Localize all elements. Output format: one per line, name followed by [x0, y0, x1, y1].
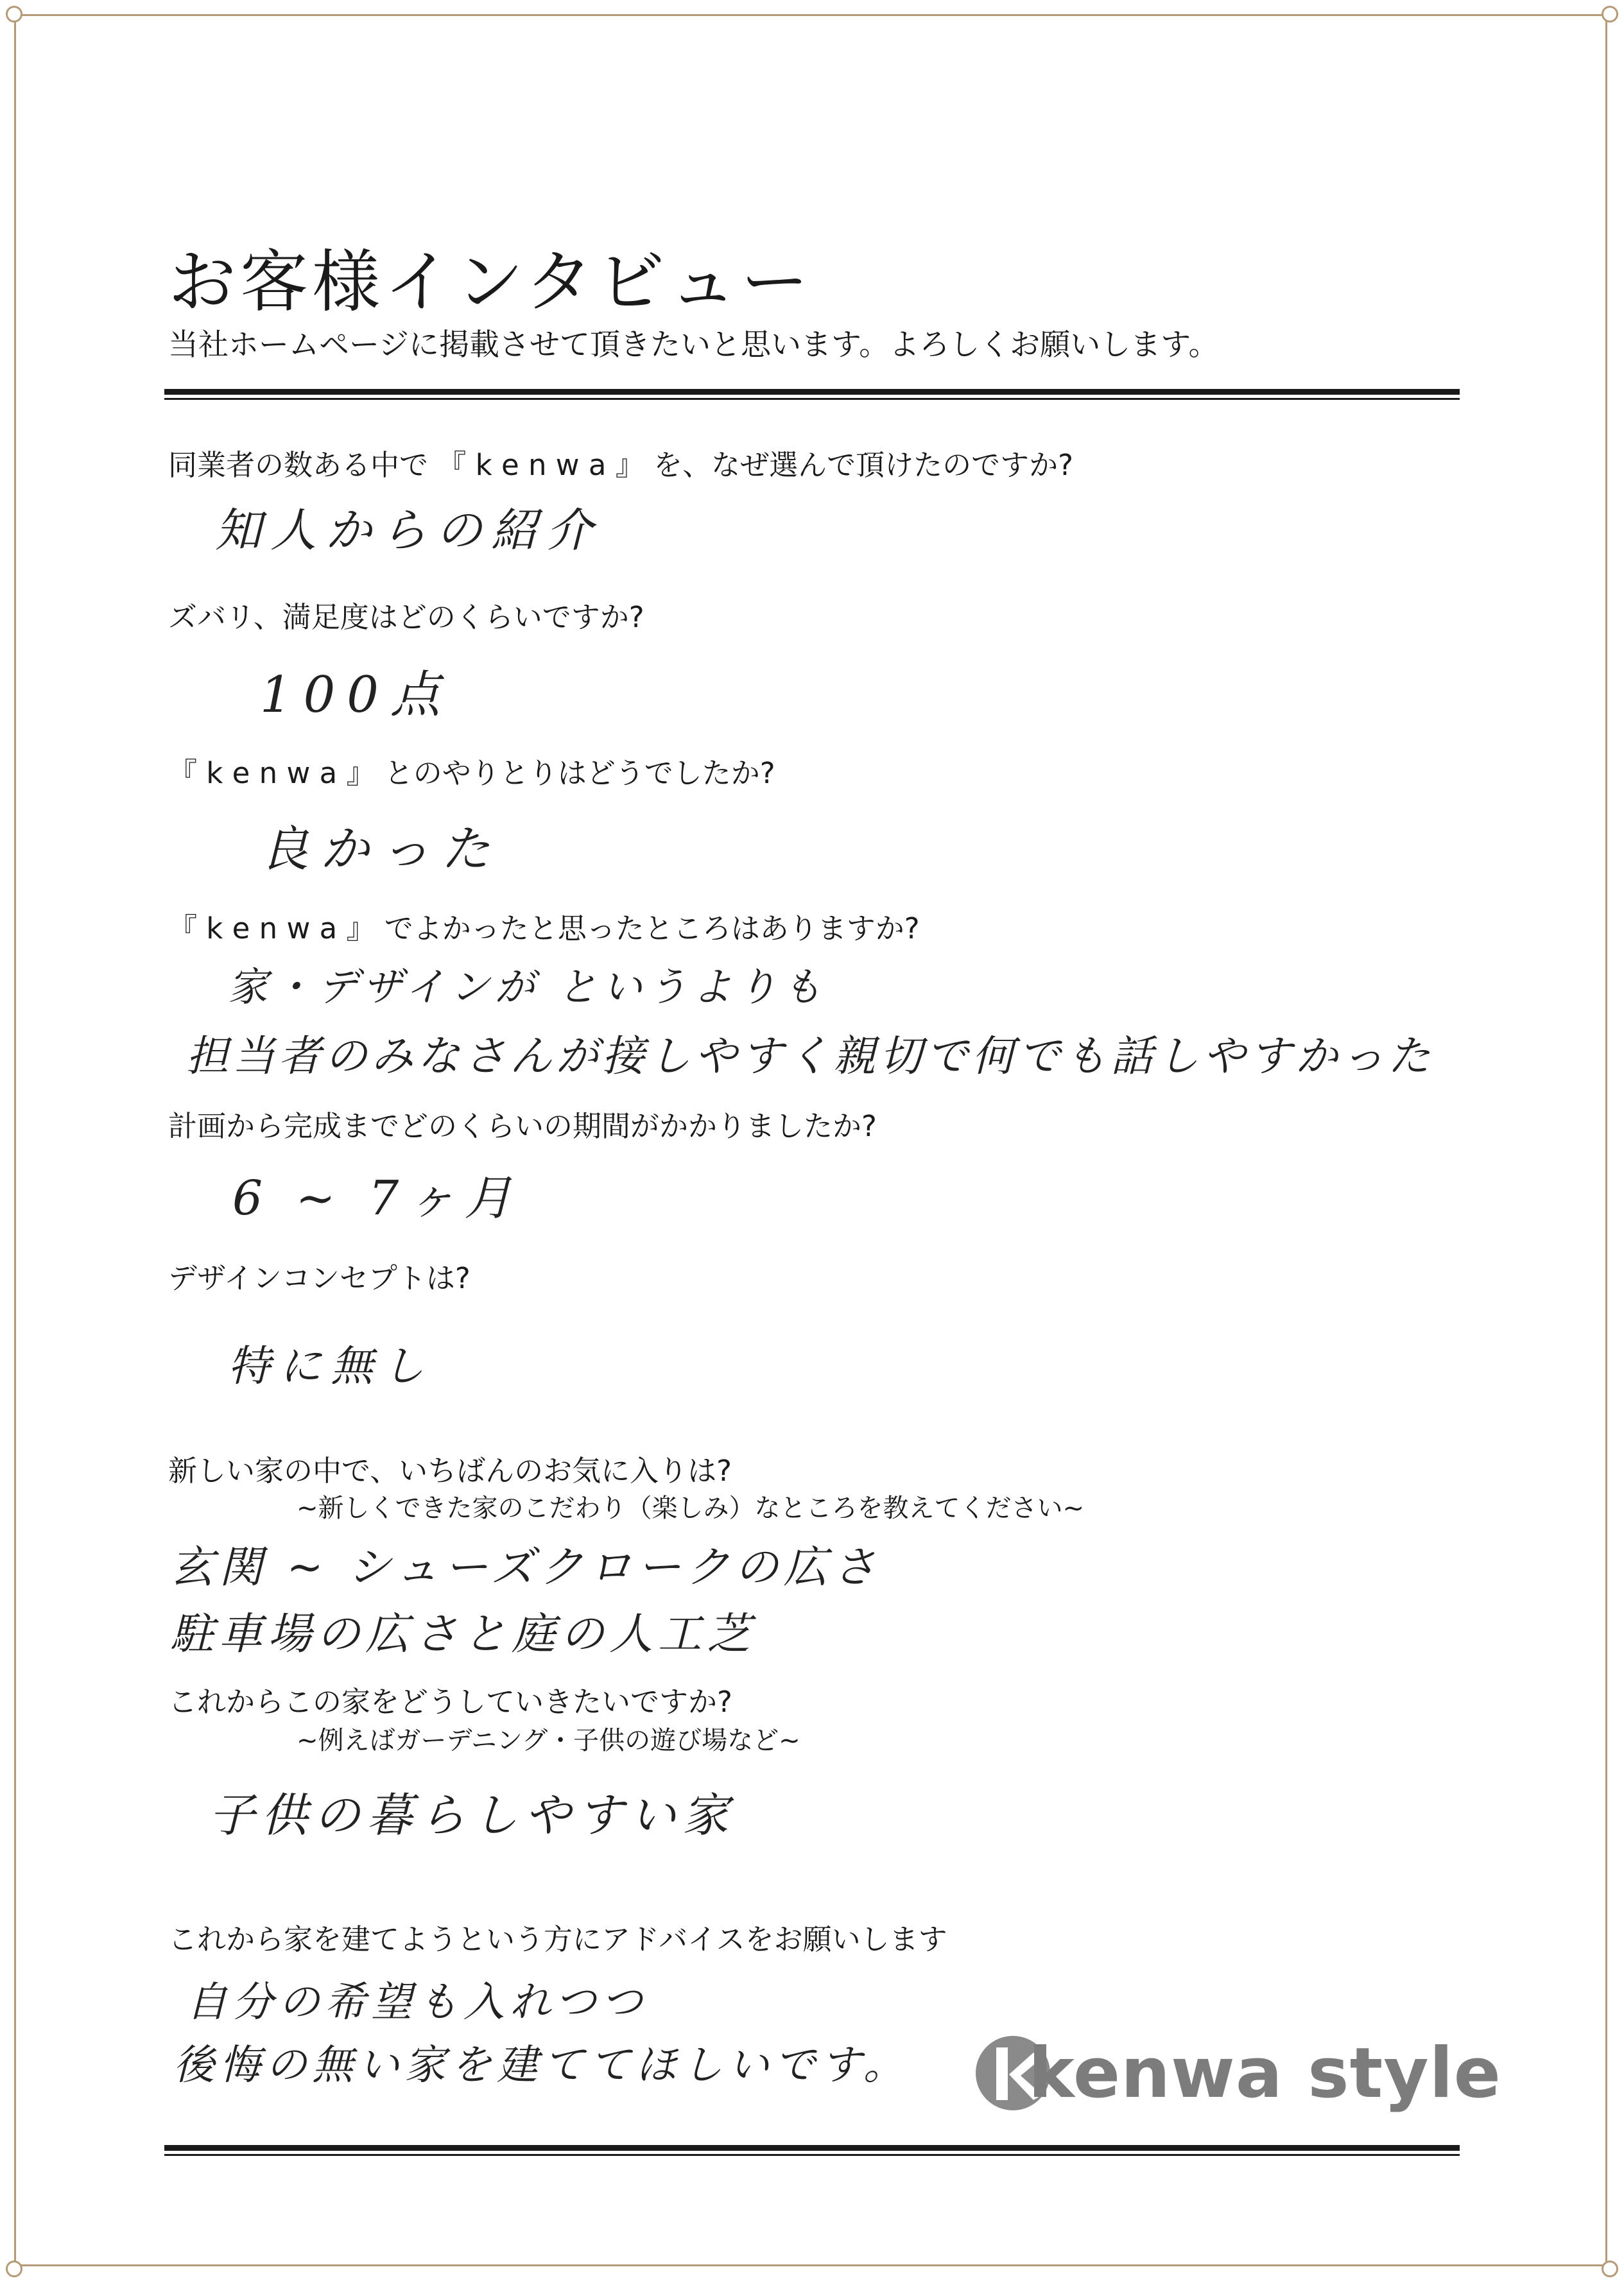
question-9: これから家を建てようという方にアドバイスをお願いします — [168, 1922, 947, 1956]
answer-9-line-1: 自分の希望も入れつつ — [186, 1979, 648, 2026]
answer-4-line-1: 家・デザインが というよりも — [228, 963, 827, 1010]
frame-corner-ornament — [1602, 2261, 1618, 2277]
answer-6: 特に無し — [228, 1341, 433, 1391]
answer-1: 知人からの紹介 — [215, 503, 602, 557]
answer-9-line-2: 後悔の無い家を建ててほしいです。 — [173, 2042, 910, 2089]
answer-7-line-1: 玄関 ~ シューズクロークの広さ — [170, 1542, 881, 1593]
footer-divider — [164, 2145, 1460, 2156]
frame-corner-ornament — [6, 6, 22, 22]
frame-corner-ornament — [1602, 6, 1618, 22]
answer-4-line-2: 担当者のみなさんが接しやすく親切で何でも話しやすかった — [186, 1031, 1434, 1081]
question-7: 新しい家の中で、いちばんのお気に入りは? — [168, 1454, 732, 1488]
question-1: 同業者の数ある中で 『 k e n w a 』 を、なぜ選んで頂けたのですか? — [168, 448, 1073, 482]
question-2: ズバリ、満足度はどのくらいですか? — [168, 600, 644, 634]
question-5: 計画から完成までどのくらいの期間がかかりましたか? — [168, 1109, 877, 1143]
question-8: これからこの家をどうしていきたいですか? — [168, 1685, 732, 1719]
page-title: お客様インタビュー — [168, 243, 813, 322]
header-divider — [164, 389, 1460, 400]
question-6: デザインコンセプトは? — [168, 1261, 471, 1295]
page-subtitle: 当社ホームページに掲載させて頂きたいと思います。よろしくお願いします。 — [168, 327, 1219, 363]
frame-corner-ornament — [6, 2261, 22, 2277]
question-4: 『 k e n w a 』 でよかったと思ったところはありますか? — [168, 911, 920, 945]
kenwa-style-logo — [972, 2028, 1501, 2114]
answer-2: 100点 — [260, 666, 452, 724]
answer-8: 子供の暮らしやすい家 — [209, 1788, 736, 1842]
answer-7-line-2: 駐車場の広さと庭の人工芝 — [170, 1609, 756, 1660]
answer-5: 6 ~ 7ヶ月 — [232, 1171, 521, 1226]
logo-text: kenwa style — [1028, 2033, 1501, 2114]
question-3: 『 k e n w a 』 とのやりとりはどうでしたか? — [168, 756, 775, 790]
answer-3: 良かった — [260, 820, 501, 877]
question-8-hint: ~例えばガーデニング・子供の遊び場など~ — [297, 1726, 800, 1755]
question-7-hint: ~新しくできた家のこだわり（楽しみ）なところを教えてください~ — [297, 1494, 1085, 1523]
